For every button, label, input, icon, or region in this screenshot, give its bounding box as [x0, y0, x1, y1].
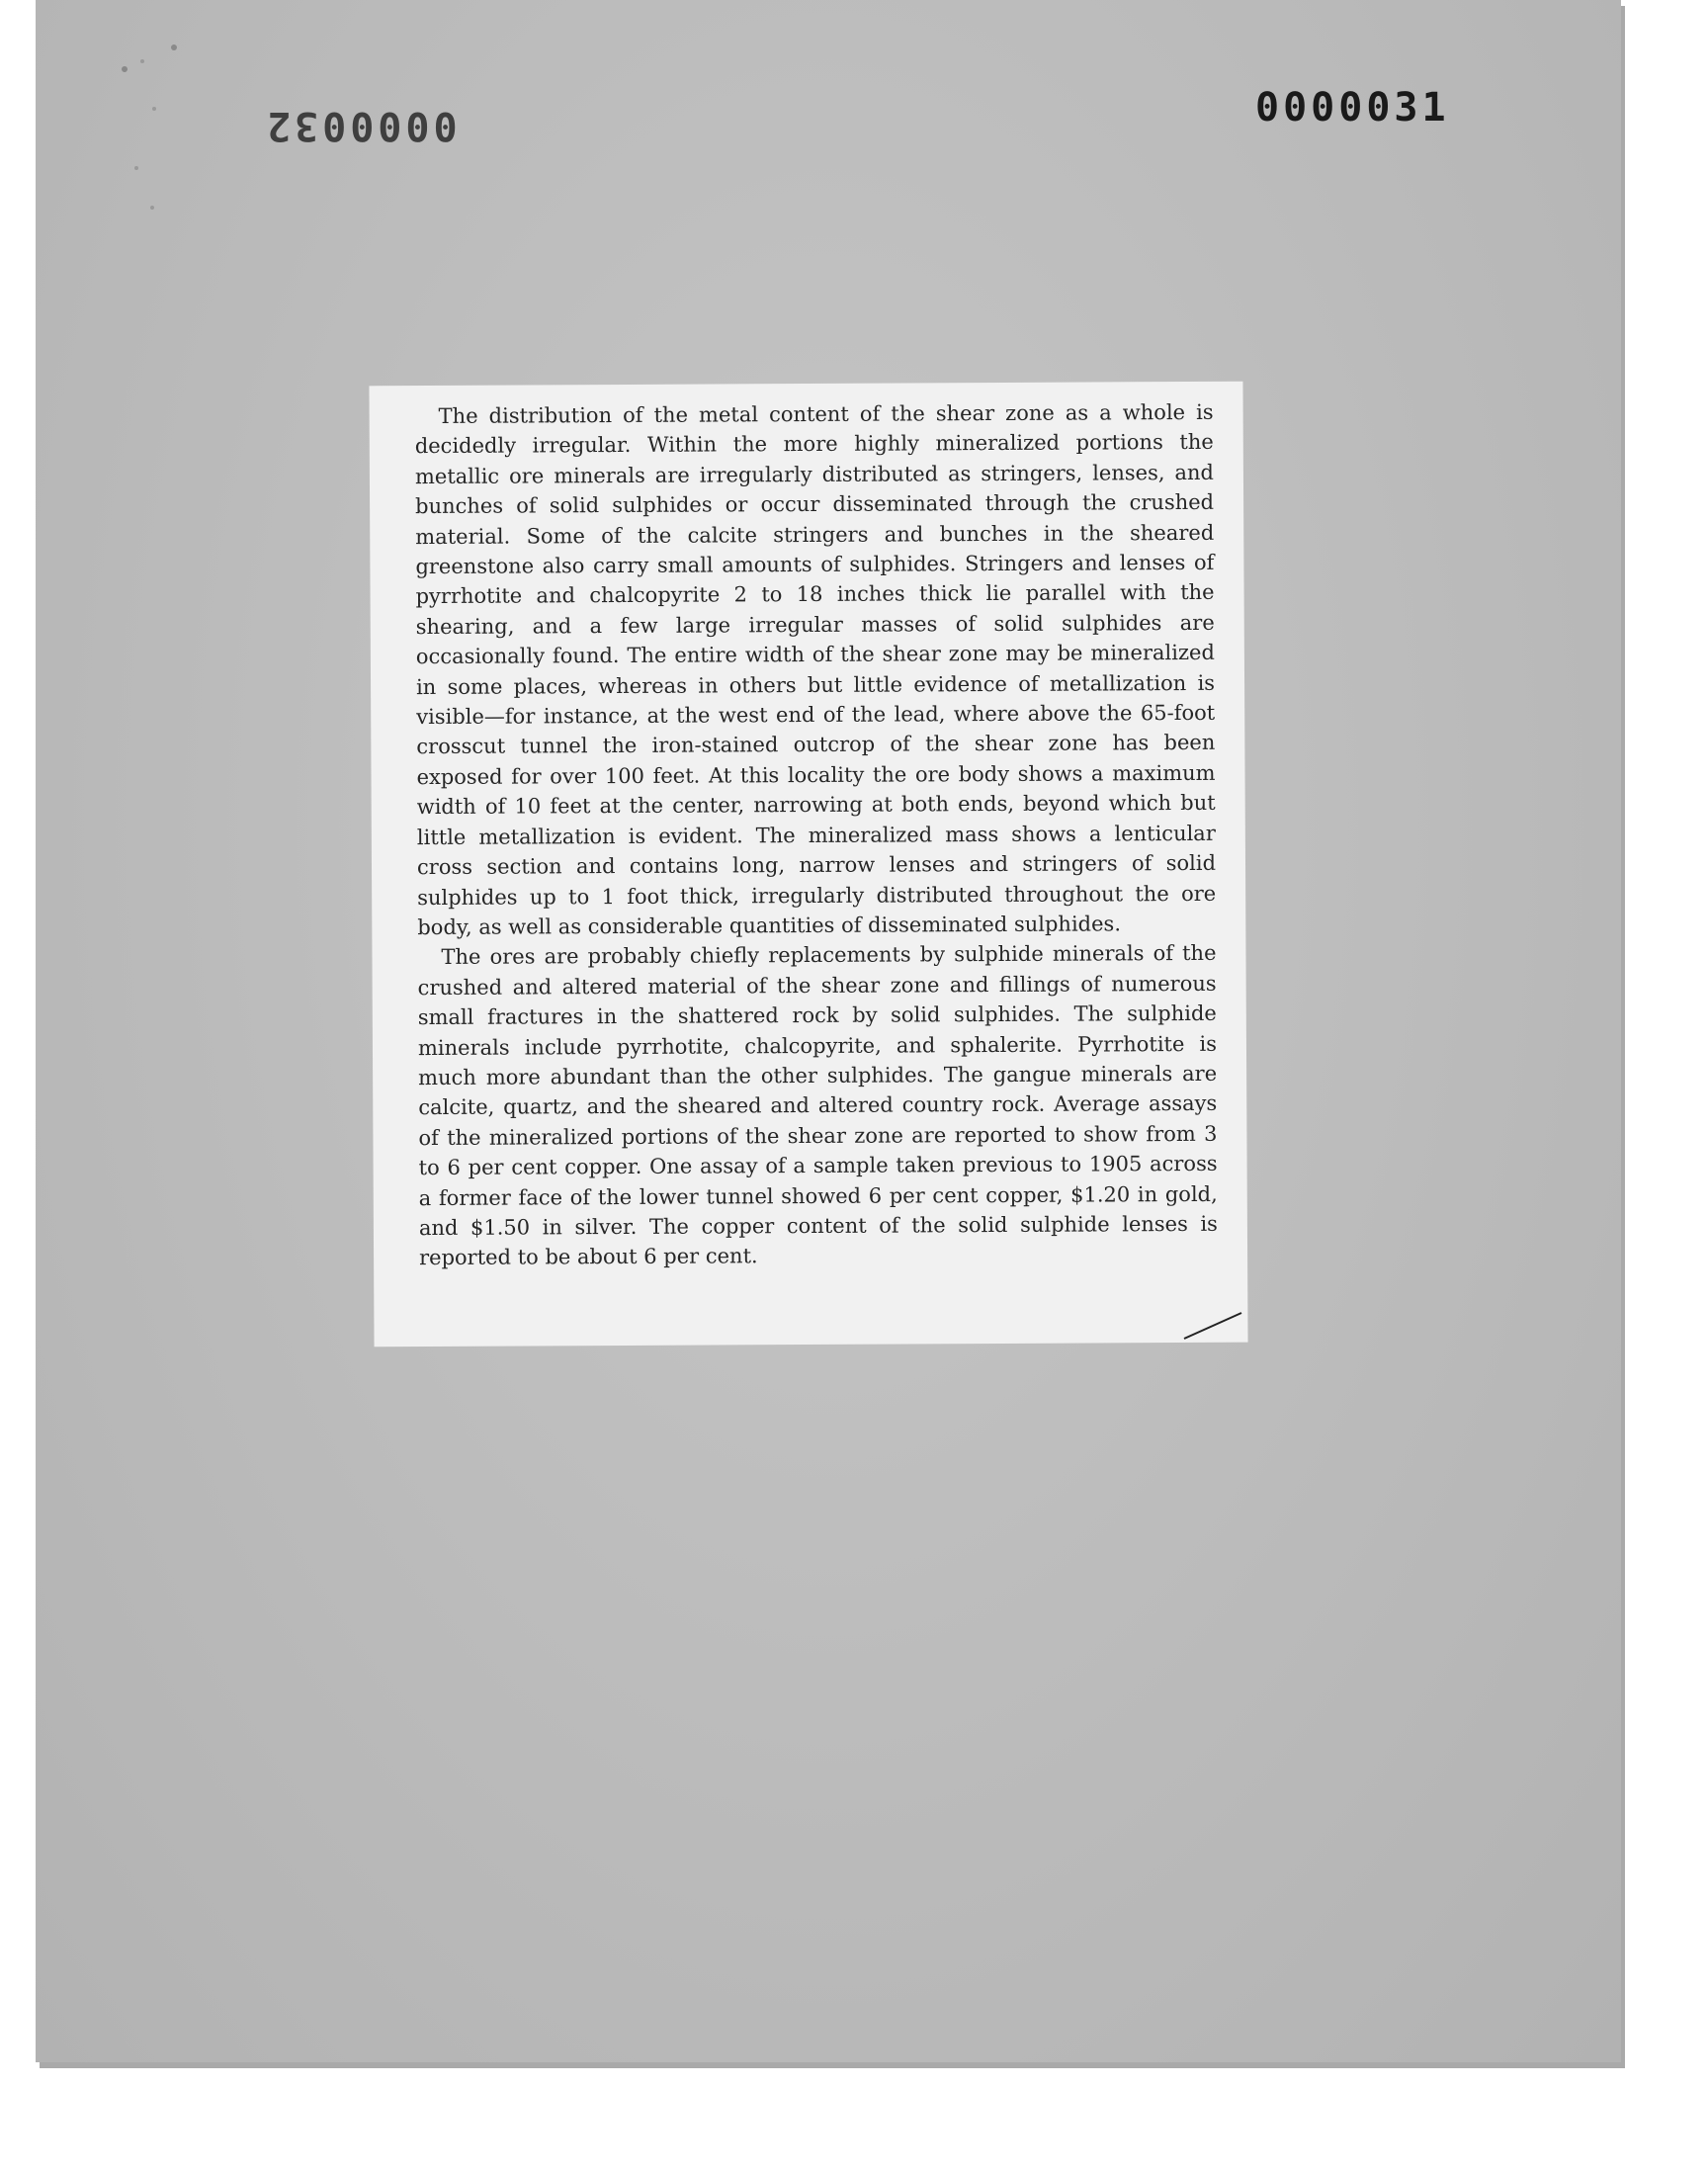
page-number-stamp: 0000031 [1255, 85, 1450, 130]
pencil-check-mark [1182, 1311, 1243, 1341]
dust-specks [115, 40, 233, 237]
paragraph-2: The ores are probably chiefly replacements by sulphide minerals of the crushed and altered material of the shear zone and fillings of numerous small fractures in the shattered rock by solid sulphides. The sulphide minerals include pyrrhotite, chalcopyrite, and sphalerite. Pyrrhotite is much more abundant than the other sulphides. The gangue minerals are calcite, quartz, and the sheared and altered country rock. Average assays of the mineralized portions of the shear zone are reported to show from 3 to 6 per cent copper. One assay of a sample taken previous to 1905 across a former face of the lower tunnel showed 6 per cent copper, $1.20 in gold, and $1.50 in silver. The copper content of the solid sulphide lenses is reported to be about 6 per cent. [417, 941, 1218, 1270]
text-clipping [369, 382, 1247, 1348]
paragraph-1: The distribution of the metal content of the shear zone as a whole is decidedly irregular. Within the more highly mineralized portions the metallic ore minerals are irregularly distributed as stringers, lenses, and bunches of solid sulphides or occur disseminated through the crushed material. Some of the calcite stringers and bunches in the sheared greenstone also carry small amounts of sulphides. Stringers and lenses of pyrrhotite and chalcopyrite 2 to 18 inches thick lie parallel with the shearing, and a few large irregular masses of solid sulphides are occasionally found. The entire width of the shear zone may be mineralized in some places, whereas in others but little evidence of metallization is visible—for instance, at the west end of the lead, where above the 65-foot crosscut tunnel the iron-stained outcrop of the shear zone has been exposed for over 100 feet. At this locality the ore body shows a maximum width of 10 feet at the center, narrowing at both ends, beyond which but little metallization is evident. The mineralized mass shows a lenticular cross section and contains long, narrow lenses and stringers of solid sulphides up to 1 foot thick, irregularly distributed throughout the ore body, as well as considerable quantities of disseminated sulphides. [414, 399, 1217, 939]
clipping-body [415, 397, 1219, 1273]
page-number-stamp-inverted: 0000032 [263, 103, 458, 148]
